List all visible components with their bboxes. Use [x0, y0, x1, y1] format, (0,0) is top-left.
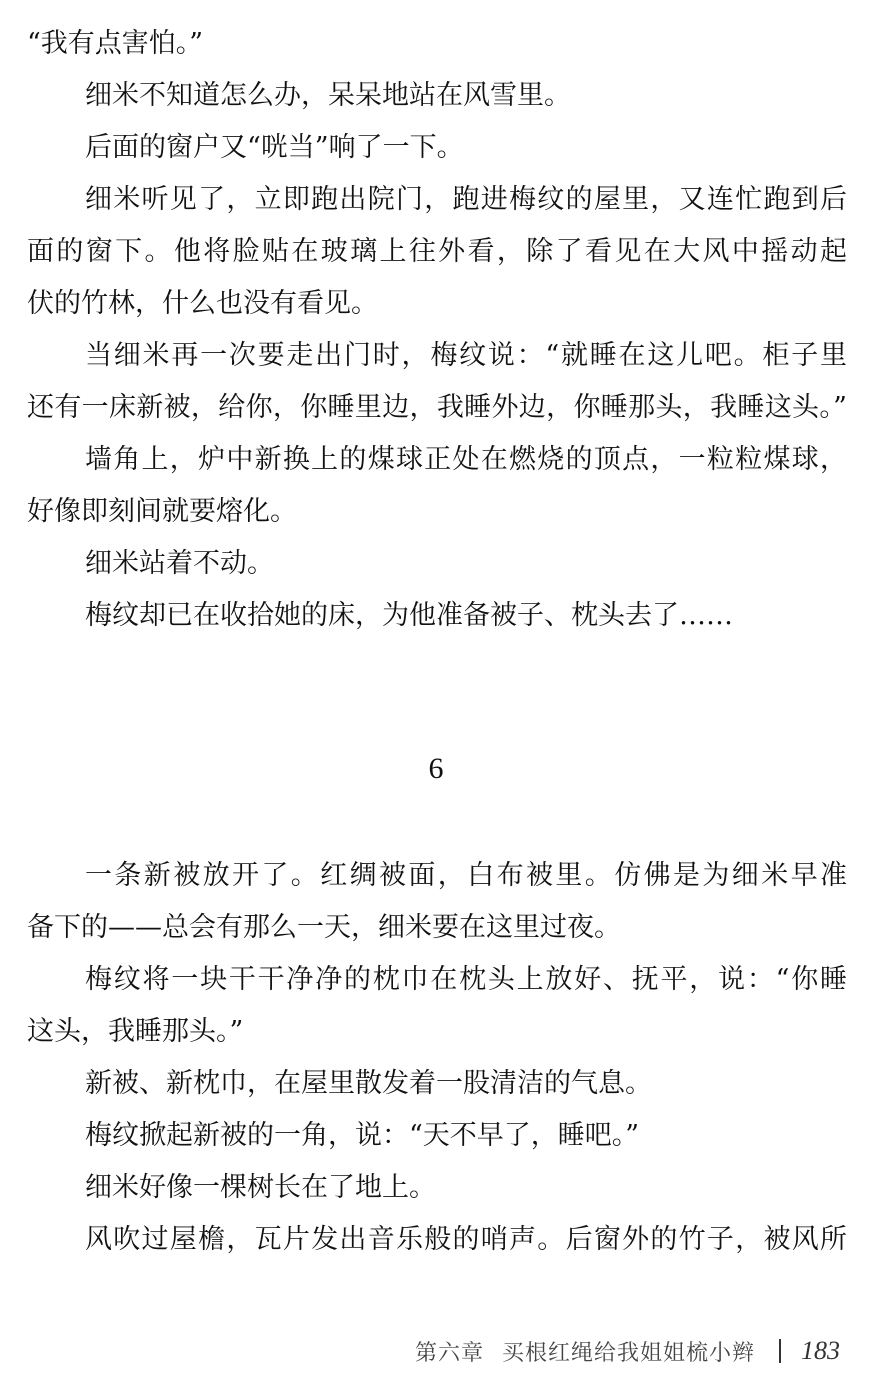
text-line: 伏的竹林，什么也没有看见。	[27, 288, 378, 319]
text-line: 梅纹却已在收拾她的床，为他准备被子、枕头去了……	[85, 600, 733, 631]
text-line: 新被、新枕巾，在屋里散发着一股清洁的气息。	[85, 1068, 652, 1099]
text-line: 细米不知道怎么办，呆呆地站在风雪里。	[85, 80, 571, 111]
section-number: 6	[428, 752, 444, 785]
text-line: 面的窗下。他将脸贴在玻璃上往外看，除了看见在大风中摇动起	[27, 236, 847, 267]
page-footer	[415, 1336, 840, 1366]
footer-divider	[779, 1339, 781, 1363]
text-line: 梅纹将一块干干净净的枕巾在枕头上放好、抚平，说：“你睡	[85, 964, 847, 995]
text-line: 风吹过屋檐，瓦片发出音乐般的哨声。后窗外的竹子，被风所	[85, 1224, 847, 1255]
text-line: 细米听见了，立即跑出院门，跑进梅纹的屋里，又连忙跑到后	[85, 184, 847, 215]
text-line: 一条新被放开了。红绸被面，白布被里。仿佛是为细米早准	[85, 860, 847, 891]
running-header	[415, 1336, 755, 1367]
text-line: 好像即刻间就要熔化。	[27, 496, 297, 527]
text-line: 细米好像一棵树长在了地上。	[85, 1172, 436, 1203]
page-number: 183	[801, 1336, 840, 1365]
text-line: 这头，我睡那头。”	[27, 1016, 244, 1047]
text-line: 还有一床新被，给你，你睡里边，我睡外边，你睡那头，我睡这头。”	[27, 392, 847, 423]
text-line: 当细米再一次要走出门时，梅纹说：“就睡在这儿吧。柜子里	[85, 340, 847, 371]
chapter-title: 买根红绳给我姐姐梳小辫	[501, 1340, 755, 1366]
text-line: 细米站着不动。	[85, 548, 274, 579]
text-line: 梅纹掀起新被的一角，说：“天不早了，睡吧。”	[85, 1120, 640, 1151]
chapter-label: 第六章	[414, 1340, 484, 1366]
text-line: “我有点害怕。”	[27, 28, 204, 59]
text-line: 墙角上，炉中新换上的煤球正处在燃烧的顶点，一粒粒煤球，	[85, 444, 847, 475]
text-line: 后面的窗户又“咣当”响了一下。	[85, 132, 464, 163]
text-line: 备下的——总会有那么一天，细米要在这里过夜。	[27, 912, 621, 943]
